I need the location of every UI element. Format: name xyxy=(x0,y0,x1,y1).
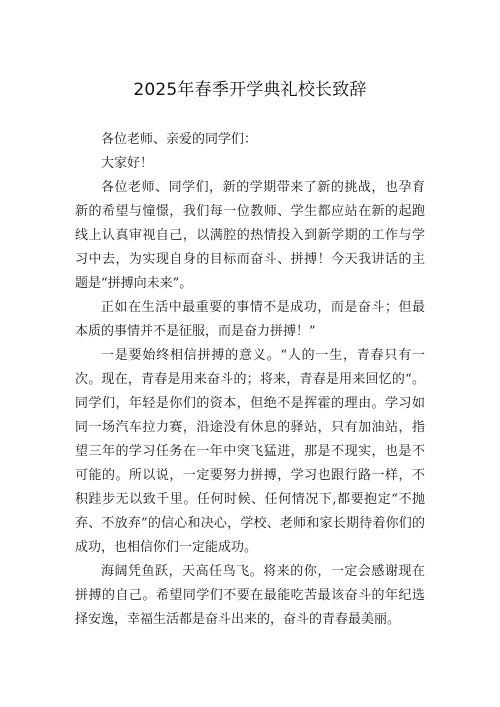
paragraph-closing: 海阔凭鱼跃，天高任鸟飞。将来的你，一定会感谢现在拼搏的自己。希望同学们不要在最能吃苦最该奋斗的年纪选择安逸，幸福生活都是奋斗出来的，奋斗的青春最美丽。 xyxy=(75,564,425,627)
paragraph-intro: 各位老师、同学们，新的学期带来了新的挑战，也孕育新的希望与憧憬，我们每一位教师、学生都应站在新的起跑线上认真审视自己，以满腔的热情投入到新学期的工作与学习中去，为实现自身的目标而奋斗、拼搏！今天我讲话的主题是“拼搏向未来”。 xyxy=(75,180,425,291)
document-title: 2025年春季开学典礼校长致辞 xyxy=(133,80,367,100)
paragraph-quote: 正如在生活中最重要的事情不是成功，而是奋斗；但最本质的事情并不是征服，而是奋力拼搏！” xyxy=(75,300,425,339)
document-body xyxy=(75,128,425,632)
salutation: 各位老师、亲爱的同学们： xyxy=(101,132,258,147)
paragraph-point-one: 一是要始终相信拼搏的意义。“人的一生，青春只有一次。现在，青春是用来奋斗的；将来，青春是用来回忆的“。同学们，年轻是你们的资本，但绝不是挥霍的理由。学习如同一场汽车拉力赛，沿途没有休息的驿站，只有加油站，指望三年的学习任务在一年中突飞猛进，那是不现实，也是不可能的。所以说，一定要努力拼搏，学习也跟行路一样，不积跬步无以致千里。任何时候、任何情况下,都要抱定“不抛弃、不放弃”的信心和决心，学校、老师和家长期待着你们的成功，也相信你们一定能成功。 xyxy=(75,348,425,555)
greeting: 大家好！ xyxy=(101,156,154,171)
